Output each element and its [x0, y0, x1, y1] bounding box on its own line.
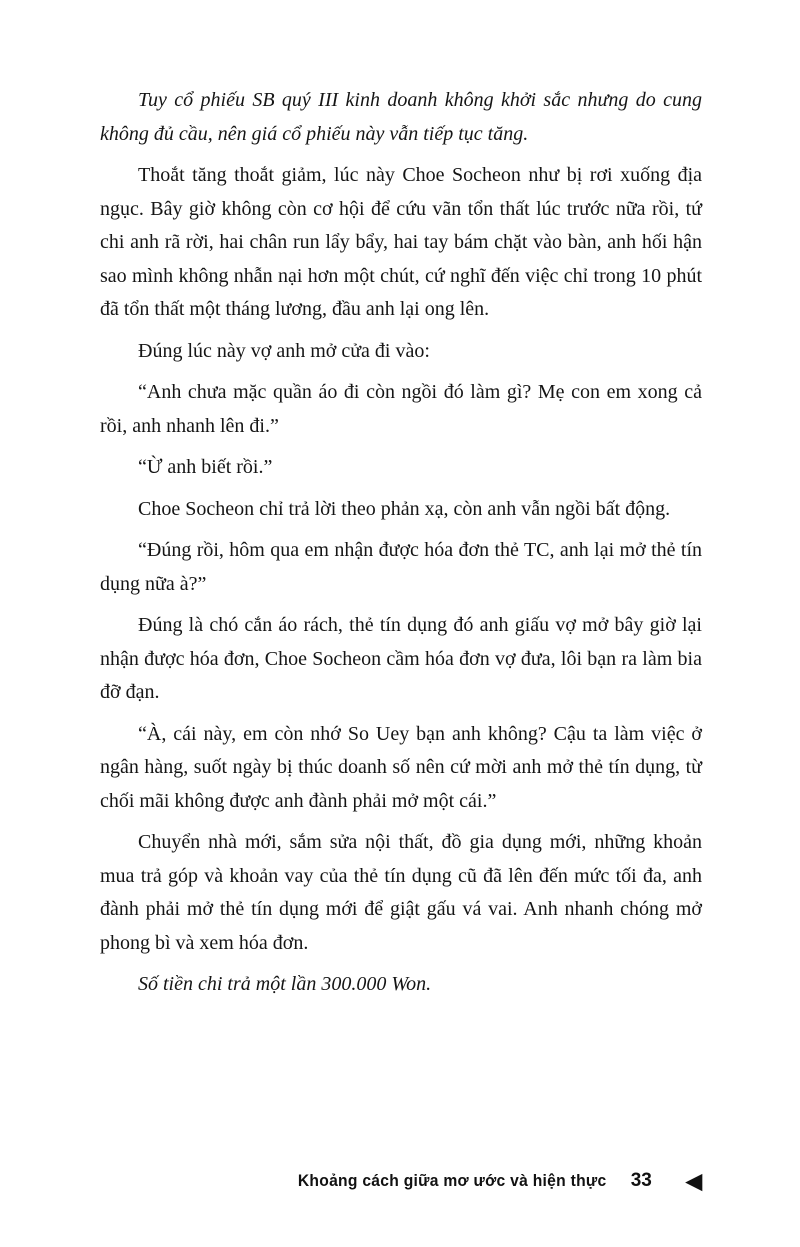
paragraph: Thoắt tăng thoắt giảm, lúc này Choe Socheon như bị rơi xuống địa ngục. Bây giờ không còn cơ hội để cứu vãn tổn thất lúc trước nữa rồi, tứ chi anh rã rời, hai chân run lẩy bẩy, hai tay bám chặt vào bàn, anh hối hận sao mình không nhẫn nại hơn một chút, cứ nghĩ đến việc chỉ trong 10 phút đã tổn thất một tháng lương, đầu anh lại ong lên.	[100, 164, 702, 320]
paragraph: Chuyển nhà mới, sắm sửa nội thất, đồ gia dụng mới, những khoản mua trả góp và khoản vay của thẻ tín dụng cũ đã lên đến mức tối đa, anh đành phải mở thẻ tín dụng mới để giật gấu vá vai. Anh nhanh chóng mở phong bì và xem hóa đơn.	[100, 831, 702, 954]
paragraph: Số tiền chi trả một lần 300.000 Won.	[138, 973, 432, 995]
paragraph: “Ừ anh biết rồi.”	[138, 456, 273, 478]
page-number: 33	[630, 1170, 652, 1191]
paragraph: Đúng là chó cắn áo rách, thẻ tín dụng đó anh giấu vợ mở bây giờ lại nhận được hóa đơn, Choe Socheon cầm hóa đơn vợ đưa, lôi bạn ra làm bia đỡ đạn.	[100, 614, 702, 703]
paragraph: “Đúng rồi, hôm qua em nhận được hóa đơn thẻ TC, anh lại mở thẻ tín dụng nữa à?”	[100, 539, 702, 595]
running-title: Khoảng cách giữa mơ ước và hiện thực	[298, 1171, 607, 1190]
paragraph: Đúng lúc này vợ anh mở cửa đi vào:	[138, 339, 430, 362]
body-text	[100, 84, 702, 1010]
paragraph: “À, cái này, em còn nhớ So Uey bạn anh không? Cậu ta làm việc ở ngân hàng, suốt ngày bị thúc doanh số nên cứ mời anh mở thẻ tín dụng, từ chối mãi không được anh đành phải mở một cái.”	[100, 722, 702, 812]
left-triangle-icon: ◀	[685, 1169, 702, 1193]
page-footer	[0, 1170, 702, 1192]
paragraph: Choe Socheon chỉ trả lời theo phản xạ, còn anh vẫn ngồi bất động.	[138, 497, 671, 520]
paragraph: “Anh chưa mặc quần áo đi còn ngồi đó làm gì? Mẹ con em xong cả rồi, anh nhanh lên đi.”	[100, 381, 702, 437]
paragraph: Tuy cổ phiếu SB quý III kinh doanh không khởi sắc nhưng do cung không đủ cầu, nên giá cổ phiếu này vẫn tiếp tục tăng.	[100, 89, 702, 145]
